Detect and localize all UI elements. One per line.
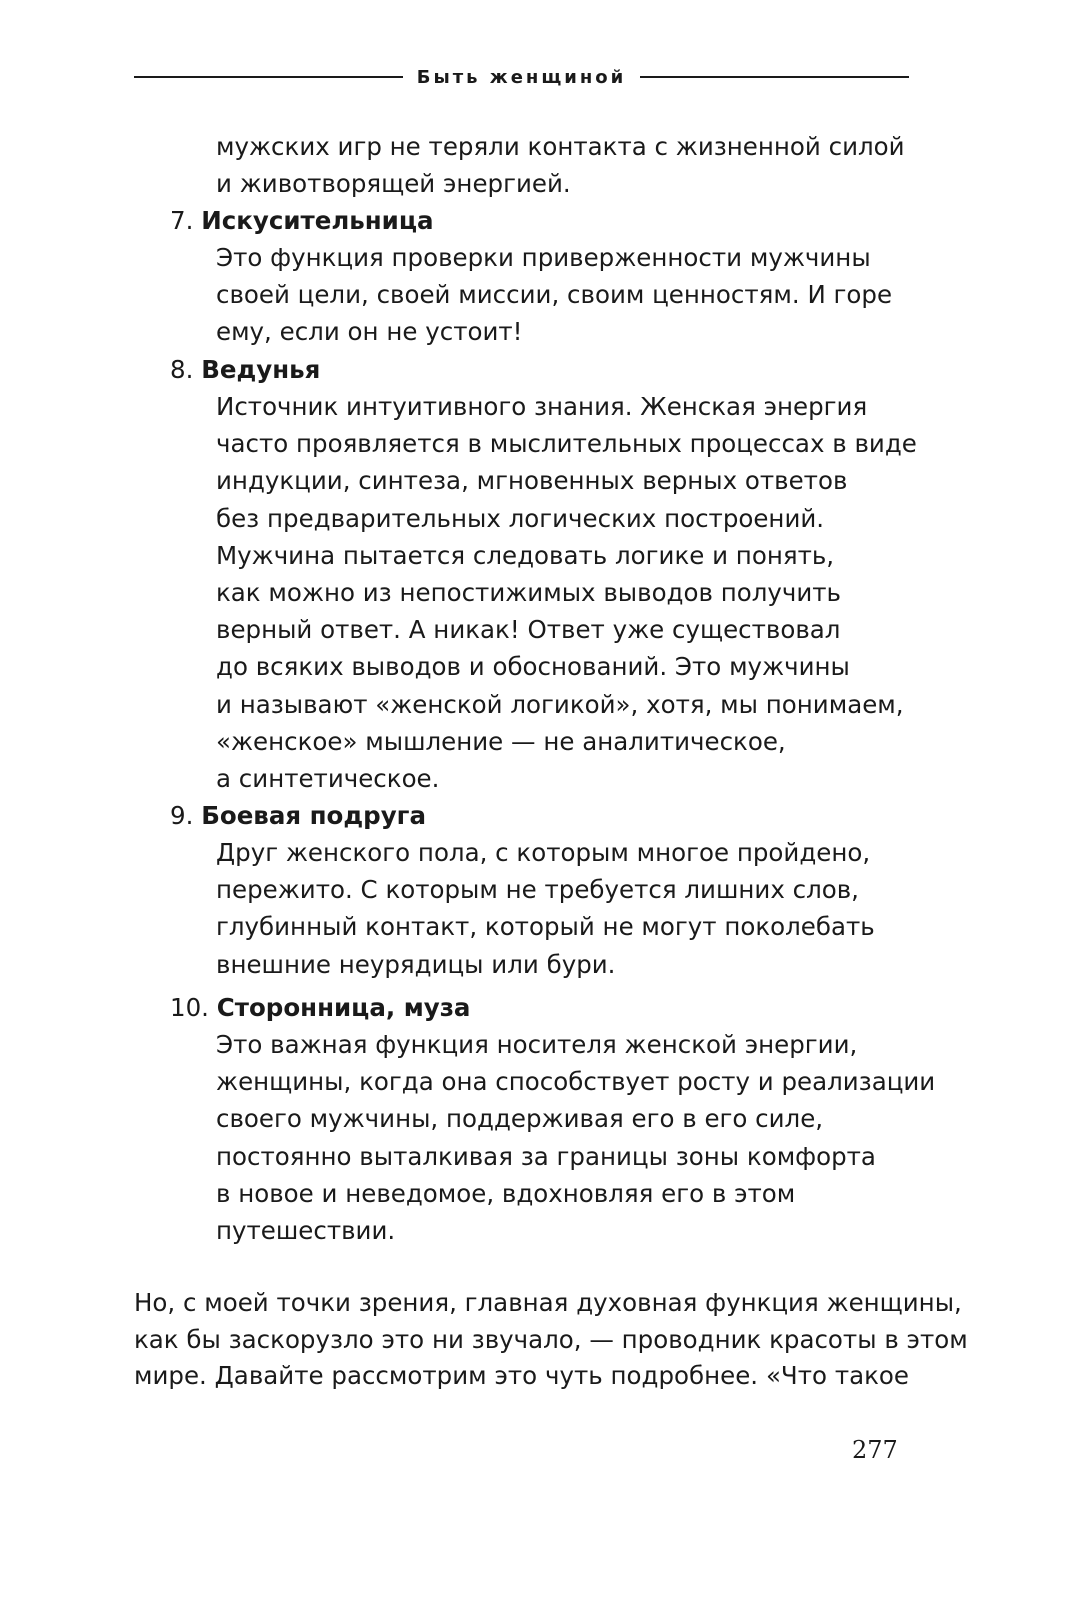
paragraph-line: мире. Давайте рассмотрим это чуть подробнее. «Что такое — [134, 1361, 909, 1390]
list-item-body — [216, 834, 875, 983]
text-line: Это важная функция носителя женской энергии, — [216, 1030, 858, 1059]
header-rule-right — [640, 76, 909, 78]
paragraph-line: как бы заскорузло это ни звучало, — проводник красоты в этом — [134, 1324, 968, 1354]
text-line: женщины, когда она способствует росту и реализации — [216, 1067, 936, 1097]
text-line: глубинный контакт, который не могут поколебать — [216, 912, 875, 942]
item-number: 7. — [170, 206, 194, 235]
text-line: Мужчина пытается следовать логике и понять, — [216, 540, 835, 570]
header-rule-left — [134, 76, 403, 78]
text-line: и животворящей энергией. — [216, 169, 571, 199]
closing-paragraph — [134, 1285, 968, 1395]
running-header — [134, 64, 909, 90]
text-line: Это функция проверки приверженности мужчины — [216, 243, 871, 272]
text-line: до всяких выводов и обоснований. Это мужчины — [216, 652, 850, 682]
text-line: ему, если он не устоит! — [216, 317, 523, 347]
text-line: пережито. С которым не требуется лишних слов, — [216, 875, 859, 905]
text-line: а синтетическое. — [216, 763, 440, 793]
list-item-body — [216, 239, 892, 351]
text-line: внешние неурядицы или бури. — [216, 949, 616, 979]
list-item-heading — [170, 797, 426, 834]
text-line: мужских игр не теряли контакта с жизненной силой — [216, 132, 905, 161]
text-line: индукции, синтеза, мгновенных верных ответов — [216, 466, 848, 496]
list-item-body — [216, 388, 917, 797]
text-line: как можно из непостижимых выводов получить — [216, 577, 841, 607]
text-line: «женское» мышление — не аналитическое, — [216, 726, 786, 756]
text-line: в новое и неведомое, вдохновляя его в этом — [216, 1178, 796, 1208]
list-item-heading — [170, 202, 434, 239]
list-item-body — [216, 1026, 935, 1249]
text-line: Источник интуитивного знания. Женская энергия — [216, 392, 868, 421]
text-line: постоянно выталкивая за границы зоны комфорта — [216, 1141, 876, 1171]
item-title: Искусительница — [201, 206, 434, 235]
paragraph-line: Но, с моей точки зрения, главная духовная функция женщины, — [134, 1288, 962, 1317]
page-number: 277 — [852, 1436, 898, 1464]
item-number: 9. — [170, 801, 194, 830]
text-line: путешествии. — [216, 1215, 396, 1245]
text-line: своей цели, своей миссии, своим ценностям. И горе — [216, 280, 893, 310]
item-number: 8. — [170, 355, 194, 384]
item-title: Боевая подруга — [201, 801, 426, 830]
text-line: своего мужчины, поддерживая его в его силе, — [216, 1104, 824, 1134]
text-line: Друг женского пола, с которым многое пройдено, — [216, 838, 871, 867]
text-line: без предварительных логических построений. — [216, 503, 825, 533]
running-title: Быть женщиной — [416, 66, 627, 88]
text-line: часто проявляется в мыслительных процессах в виде — [216, 429, 917, 459]
text-line: верный ответ. А никак! Ответ уже существовал — [216, 615, 841, 645]
item-title: Сторонница, муза — [216, 993, 471, 1022]
list-item-heading — [170, 989, 470, 1026]
item-number: 10. — [170, 993, 209, 1022]
continued-text — [216, 128, 905, 202]
text-line: и называют «женской логикой», хотя, мы понимаем, — [216, 689, 904, 719]
list-item-heading — [170, 351, 320, 388]
item-title: Ведунья — [201, 355, 321, 384]
